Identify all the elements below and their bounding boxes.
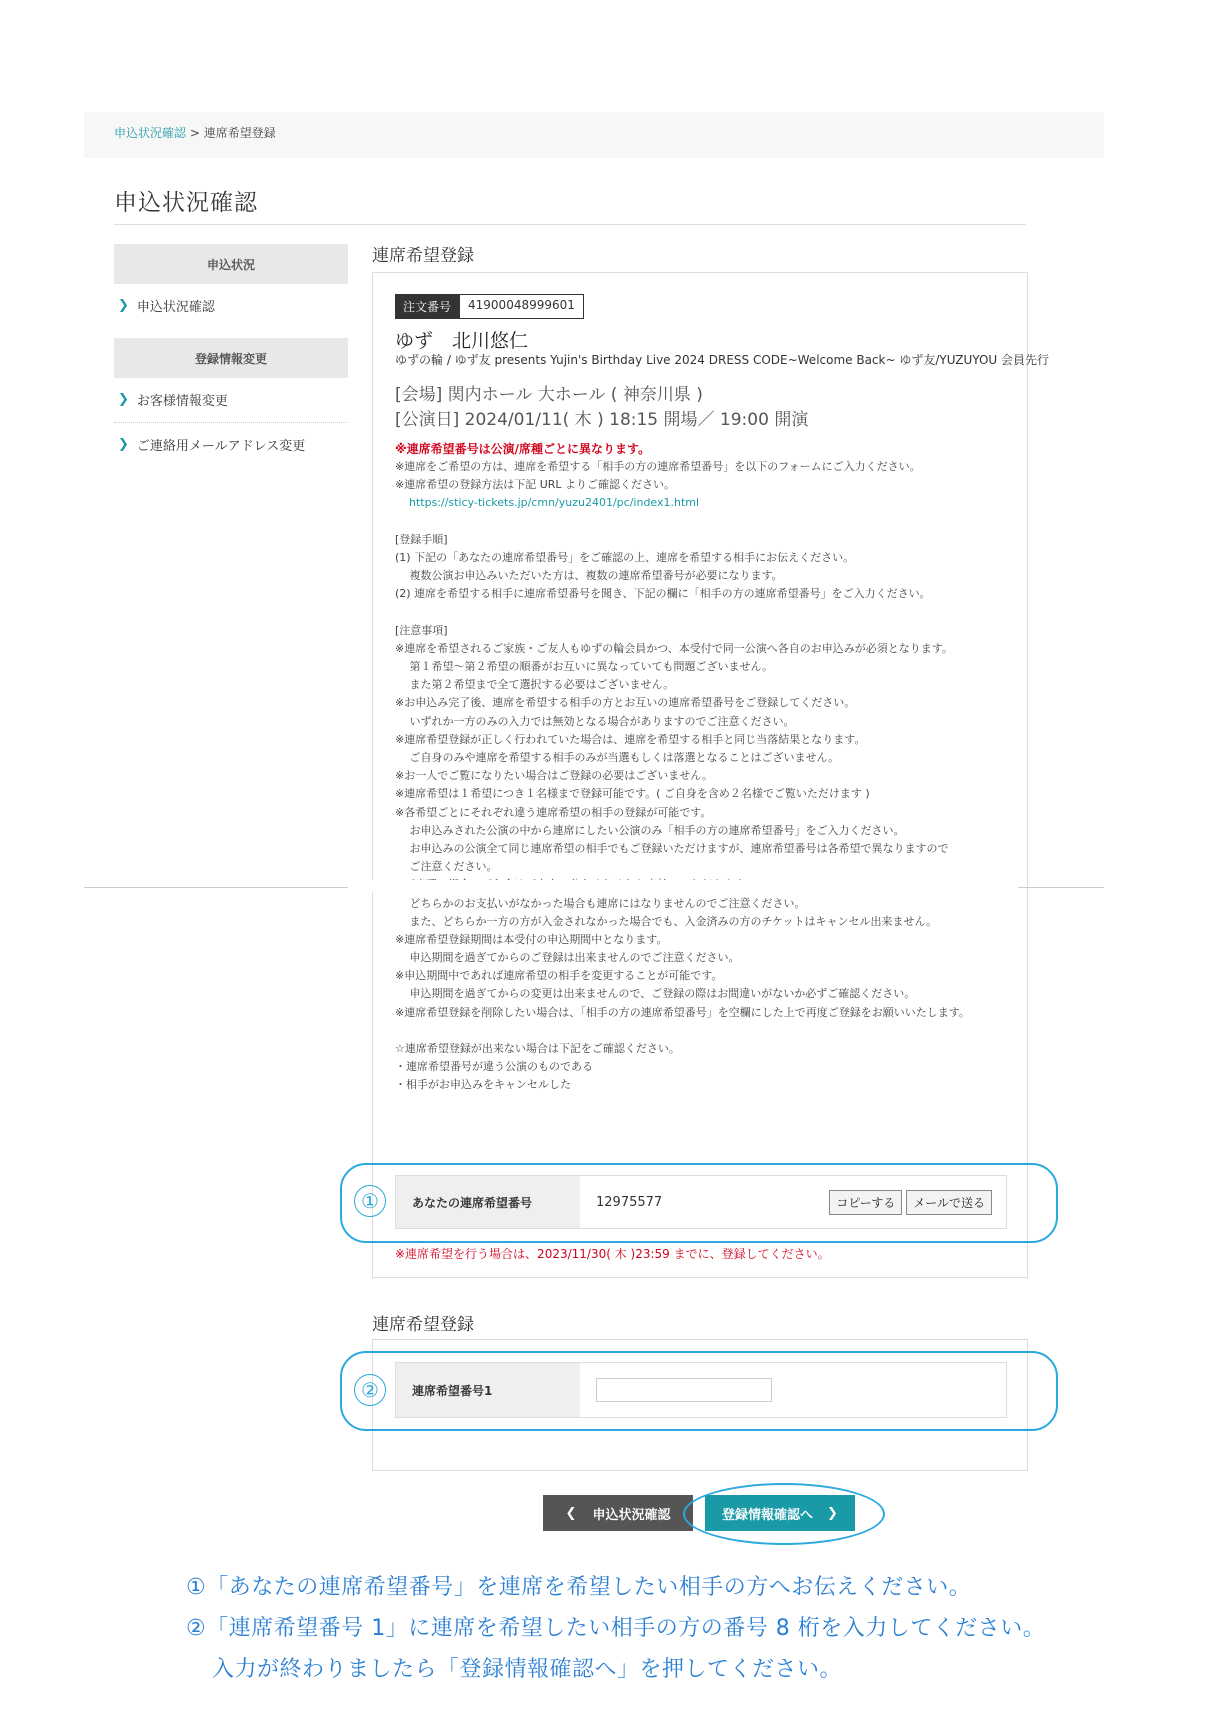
note-line: どちらかのお支払いがなかった場合も連席にはなりませんのでご注意ください。 (395, 896, 806, 910)
note-line: 複数公演お申込みいただいた方は、複数の連席希望番号が必要になります。 (395, 569, 783, 583)
chevron-right-icon: ❯ (827, 1505, 838, 1521)
sidebar-heading-account: 登録情報変更 (114, 338, 348, 378)
note-line: ※連席をご希望の方は、連席を希望する「相手の方の連席希望番号」を以下のフォームにご入力ください。 (395, 460, 921, 473)
sidebar-item-label: ご連絡用メールアドレス変更 (136, 439, 306, 454)
note-line: ・連席希望番号が違う公演のものである (395, 1060, 593, 1074)
divider-mask (348, 880, 1018, 892)
instructions-notes (395, 458, 1035, 1095)
note-line (395, 513, 1035, 531)
sidebar-item-email-change[interactable] (118, 435, 305, 454)
note-line: ☆連席希望登録が出来ない場合は下記をご確認ください。 (395, 1042, 680, 1055)
note-line: 第１希望～第２希望の順番がお互いに異なっていても問題ございません。 (395, 660, 774, 674)
next-button-label: 登録情報確認へ (722, 1507, 814, 1523)
note-line: ご自身のみや連席を希望する相手のみが当選もしくは落選となることはございません。 (395, 751, 840, 764)
note-line (395, 604, 1035, 622)
note-line: ※お申込み完了後、連席を希望する相手の方とお互いの連席希望番号をご登録してください。 (395, 696, 856, 710)
back-button-label: 申込状況確認 (592, 1507, 671, 1523)
registration-deadline: ※連席希望を行う場合は、2023/11/30( 木 )23:59 までに、登録してください。 (395, 1247, 830, 1261)
note-line: ※連席を希望されるご家族・ご友人もゆずの輪会員かつ、本受付で同一公演へ各自のお申込みが必須となります。 (395, 641, 953, 655)
note-line: ※連席希望登録が正しく行われていた場合は、連席を希望する相手と同じ当落結果となります。 (395, 732, 866, 746)
partner-seat-number-label: 連席希望番号1 (396, 1363, 580, 1417)
order-number-tag (395, 294, 584, 319)
annotation-ring-next (683, 1483, 885, 1545)
copy-button[interactable]: コピーする (829, 1190, 902, 1215)
note-line: [登録手順] (395, 532, 448, 546)
chevron-right-icon: ❯ (118, 437, 129, 452)
note-line: ※連席希望の登録方法は下記 URL よりご確認ください。 (395, 478, 676, 492)
note-line: 申込期間を過ぎてからのご登録は出来ませんのでご注意ください。 (395, 951, 740, 965)
sidebar-item-label: 申込状況確認 (136, 300, 215, 315)
note-line: (1) 下記の「あなたの連席希望番号」をご確認の上、連席を希望する相手にお伝えください。 (395, 550, 855, 564)
page-title: 申込状況確認 (114, 190, 258, 216)
venue: [会場] 関内ホール 大ホール ( 神奈川県 ) (395, 385, 703, 405)
instruction-line-3: 入力が終わりましたら「登録情報確認へ」を押してください。 (212, 1657, 843, 1682)
annotation-ring-2 (340, 1351, 1058, 1431)
sidebar-divider (114, 422, 348, 423)
guide-url-link[interactable]: https://sticy-tickets.jp/cmn/yuzu2401/pc/index1.html (409, 496, 700, 510)
note-line: お申込みの公演全て同じ連席希望の相手でもご登録いただけますが、連席希望番号は各希望で異なりますので (395, 841, 949, 855)
annotation-marker-2: ② (354, 1374, 386, 1406)
note-line: また、どちらか一方の方が入金されなかった場合でも、入金済みの方のチケットはキャンセル出来ません。 (395, 914, 938, 928)
note-line: お申込みされた公演の中から連席にしたい公演のみ「相手の方の連席希望番号」をご入力ください。 (395, 823, 905, 837)
note-line: ご注意ください。 (395, 860, 498, 874)
title-divider (114, 224, 1026, 225)
note-line: ・相手がお申込みをキャンセルした (395, 1078, 571, 1092)
my-seat-number-label: あなたの連席希望番号 (396, 1176, 580, 1228)
sidebar-item-customer-info[interactable] (118, 390, 228, 409)
section-title-seat-request: 連席希望登録 (372, 246, 474, 266)
note-line: [注意事項] (395, 623, 448, 637)
section-title-seat-request-form: 連席希望登録 (372, 1315, 474, 1335)
breadcrumb-link-status[interactable]: 申込状況確認 (114, 126, 187, 140)
note-line: ※連席希望登録を削除したい場合は、「相手の方の連席希望番号」を空欄にした上で再度ご登録をお願いいたします。 (395, 1005, 970, 1019)
sidebar-heading-status: 申込状況 (114, 244, 348, 284)
breadcrumb-separator: > (189, 126, 200, 140)
note-line: (2) 連席を希望する相手に連席希望番号を聞き、下記の欄に「相手の方の連席希望番号」をご入力ください。 (395, 587, 931, 601)
my-seat-number-value: 12975577 (596, 1194, 663, 1210)
chevron-right-icon: ❯ (118, 298, 129, 313)
order-number-value: 41900048999601 (459, 294, 584, 319)
annotation-marker-1: ① (354, 1185, 386, 1217)
note-line: ※連席希望は１希望につき１名様まで登録可能です。( ご自身を含め２名様でご覧いただけます ) (395, 787, 870, 801)
event-name: ゆずの輪 / ゆず友 presents Yujin's Birthday Live 2024 DRESS CODE~Welcome Back~ ゆず友/YUZUYOU 会員先行 (395, 353, 1050, 367)
send-mail-button[interactable]: メールで送る (906, 1190, 992, 1215)
instruction-line-1: ①「あなたの連席希望番号」を連席を希望したい相手の方へお伝えください。 (186, 1575, 972, 1600)
note-line: いずれか一方のみの入力では無効となる場合がありますのでご注意ください。 (395, 714, 795, 728)
note-line (395, 1022, 1035, 1040)
instruction-line-2: ②「連席希望番号 1」に連席を希望したい相手の方の番号 8 桁を入力してください。 (186, 1616, 1046, 1641)
order-number-label: 注文番号 (395, 294, 459, 319)
note-line: 申込期間を過ぎてからの変更は出来ませんので、ご登録の際はお間違いがないか必ずご確認ください。 (395, 987, 916, 1001)
back-to-status-button[interactable] (543, 1495, 693, 1531)
sidebar-item-label: お客様情報変更 (136, 394, 228, 409)
artist-name: ゆず 北川悠仁 (395, 330, 529, 352)
notice-alert: ※連席希望番号は公演/席種ごとに異なります。 (395, 442, 651, 456)
sidebar-item-status-check[interactable] (118, 296, 215, 315)
note-line: ※連席希望登録期間は本受付の申込期間中となります。 (395, 932, 668, 946)
breadcrumb-current: 連席希望登録 (203, 126, 276, 140)
performance-date: [公演日] 2024/01/11( 木 ) 18:15 開場／ 19:00 開演 (395, 410, 809, 430)
note-line: ※各希望ごとにそれぞれ違う連席希望の相手の登録が可能です。 (395, 805, 712, 819)
chevron-left-icon: ❮ (565, 1505, 577, 1521)
chevron-right-icon: ❯ (118, 392, 129, 407)
note-line: ※お一人でご覧になりたい場合はご登録の必要はございません。 (395, 769, 713, 783)
annotation-ring-1 (340, 1163, 1058, 1243)
note-line: また第２希望まで全て選択する必要はございません。 (395, 678, 675, 692)
note-line: ※申込期間中であれば連席希望の相手を変更することが可能です。 (395, 969, 723, 983)
breadcrumb (114, 124, 276, 141)
